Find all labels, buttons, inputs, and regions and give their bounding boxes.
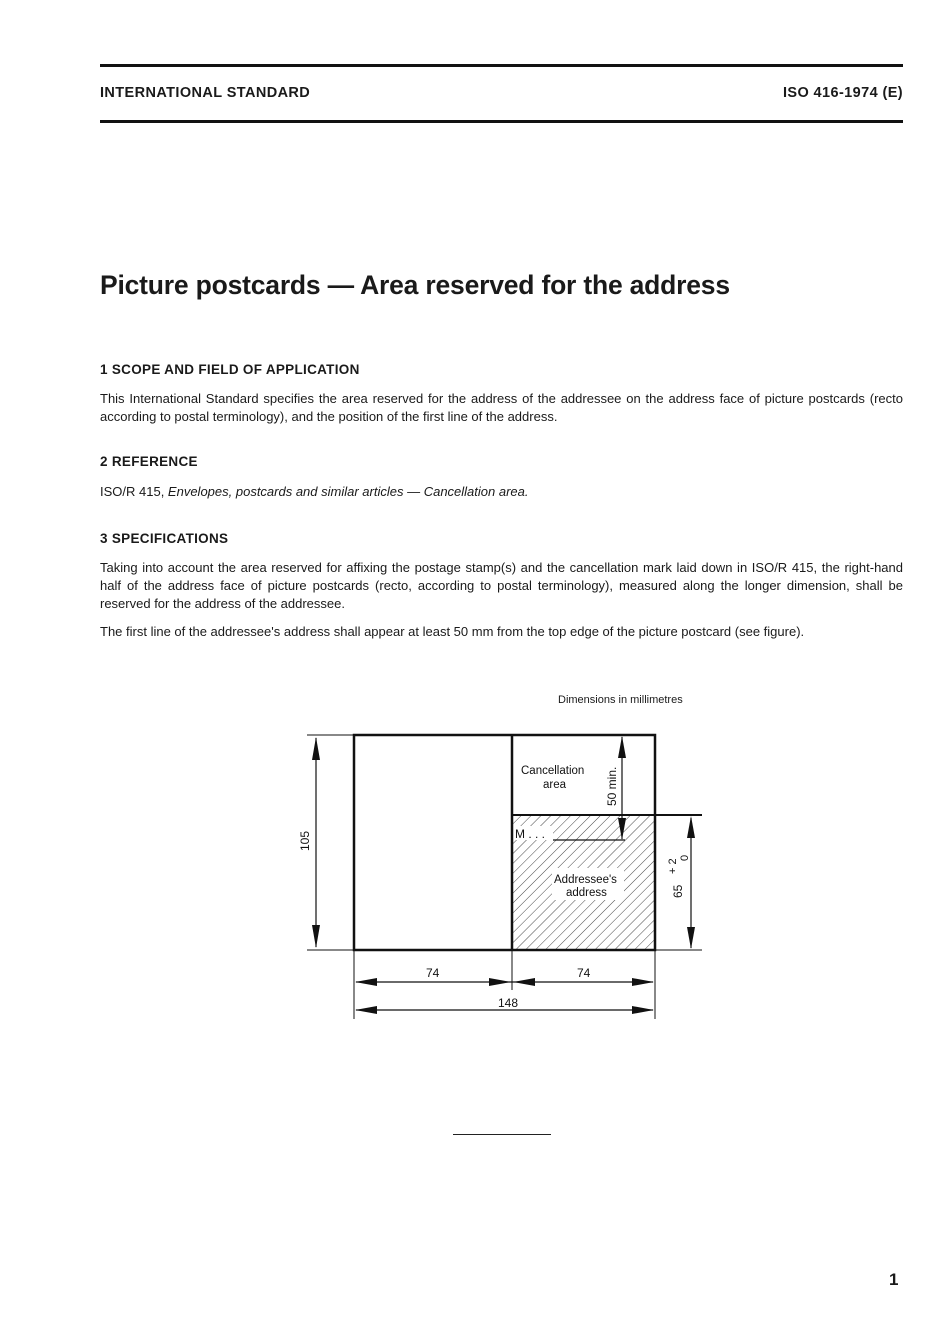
half-left-arrow-start [355,978,377,986]
page-number: 1 [889,1270,899,1289]
header-standard-label: INTERNATIONAL STANDARD [100,85,311,101]
reference-id: ISO/R 415, [100,484,168,499]
half-right-label: 74 [577,966,591,980]
min-dim-label: 50 min. [605,766,619,806]
dimensions-note: Dimensions in millimetres [558,694,683,706]
address-marker: M . . . [515,827,545,841]
half-right-arrow-start [513,978,535,986]
section-2-heading: 2 REFERENCE [100,454,198,469]
section-3-heading: 3 SPECIFICATIONS [100,531,229,546]
addr-arrow-bottom [687,927,695,949]
footer-rule [453,1134,551,1135]
height-dim-label: 105 [298,830,312,851]
addr-arrow-top [687,816,695,838]
reference-title: Envelopes, postcards and similar articles — Cancellation area. [167,484,529,499]
address-label-line1: Addressee's [554,874,617,886]
total-width-label: 148 [498,996,519,1010]
addr-height-label: 65 [671,884,685,898]
cancellation-label-line2: area [543,779,567,791]
half-right-arrow-end [632,978,654,986]
height-arrow-top [312,737,320,760]
half-left-arrow-end [489,978,511,986]
addr-tol-plus: + 2 [667,858,679,874]
section-1-paragraph: This International Standard specifies the area reserved for the address of the addressee on the address face of picture postcards (recto according to postal terminology), and the position of the first line of the address. [100,391,903,424]
half-left-label: 74 [426,966,440,980]
section-3-paragraph-1: Taking into account the area reserved for affixing the postage stamp(s) and the cancellation mark laid down in ISO/R 415, the right-hand half of the address face of picture postcards (recto, according to postal terminology), measured along the longer dimension, shall be reserved for the address of the addressee. [100,560,903,611]
total-arrow-start [355,1006,377,1014]
cancellation-label-line1: Cancellation [521,765,585,777]
addr-tol-minus: 0 [679,854,691,861]
page-title: Picture postcards — Area reserved for the address [100,270,730,300]
address-label-line2: address [566,887,607,899]
total-arrow-end [632,1006,654,1014]
section-3-paragraph-2: The first line of the addressee's address shall appear at least 50 mm from the top edge of the picture postcard (see figure). [100,624,805,639]
height-arrow-bottom [312,925,320,948]
min-arrow-top [618,736,626,758]
section-1-heading: 1 SCOPE AND FIELD OF APPLICATION [100,362,360,377]
header-standard-number: ISO 416-1974 (E) [782,85,903,101]
